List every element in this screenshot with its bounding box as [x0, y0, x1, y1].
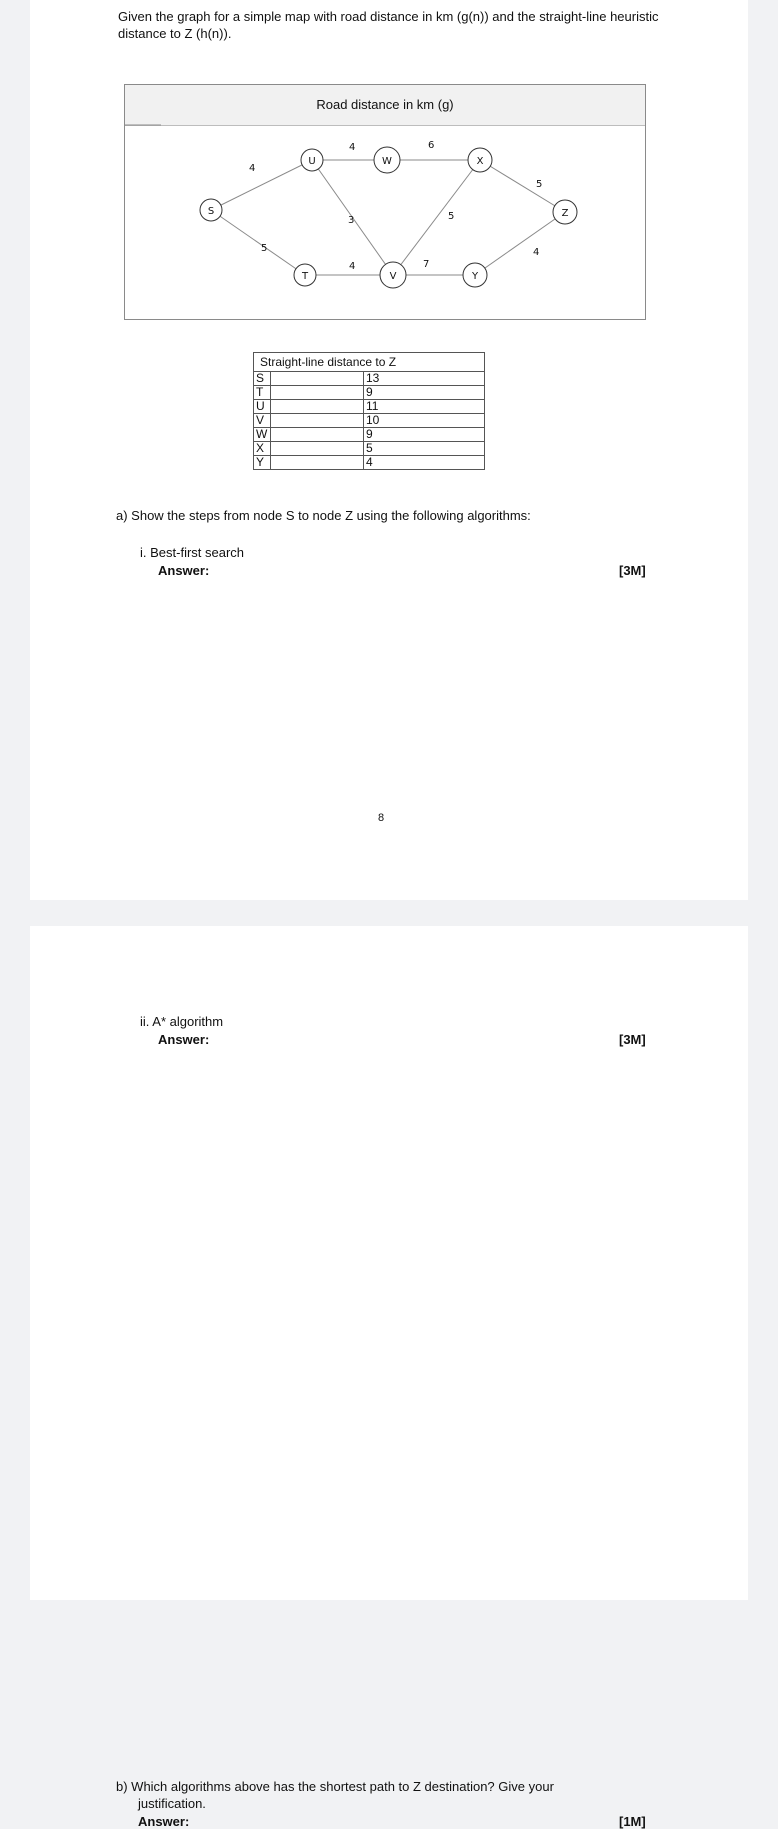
node-cell: T: [254, 386, 271, 400]
value-cell: 13: [364, 372, 485, 386]
spacer-cell: [271, 386, 364, 400]
weight-s-t: 5: [261, 243, 268, 254]
node-cell: W: [254, 428, 271, 442]
marks-i: [3M]: [619, 563, 646, 578]
node-t: [294, 264, 316, 286]
question-b-line1: b) Which algorithms above has the shortest path to Z destination? Give your: [116, 1779, 554, 1794]
marks-ii: [3M]: [619, 1032, 646, 1047]
weight-t-v: 4: [349, 261, 356, 272]
page-1: [30, 0, 748, 900]
weight-x-v: 5: [448, 211, 455, 222]
svg-text:Z: Z: [561, 208, 569, 219]
page-2: [30, 926, 748, 1829]
node-cell: S: [254, 372, 271, 386]
weight-v-y: 7: [423, 259, 430, 270]
value-cell: 11: [364, 400, 485, 414]
node-cell: Y: [254, 456, 271, 470]
spacer-cell: [271, 442, 364, 456]
question-a-i: i. Best-first search: [140, 545, 245, 560]
spacer-cell: [271, 414, 364, 428]
answer-label-b: Answer:: [138, 1814, 190, 1829]
table-header-row: [254, 353, 485, 372]
node-u: [301, 149, 323, 171]
value-cell: 9: [364, 428, 485, 442]
node-cell: U: [254, 400, 271, 414]
node-cell: V: [254, 414, 271, 428]
svg-text:U: U: [308, 156, 316, 167]
intro-text: Given the graph for a simple map with road distance in km (g(n)) and the straight-line heuristic distance to Z (h(n)).: [118, 9, 659, 41]
question-a: a) Show the steps from node S to node Z using the following algorithms:: [116, 508, 531, 523]
spacer-cell: [271, 456, 364, 470]
question-b-line2: justification.: [138, 1796, 206, 1811]
node-v: [380, 262, 406, 288]
table-row: [254, 442, 485, 456]
table-row: [254, 400, 485, 414]
node-y: [463, 263, 487, 287]
weight-x-z: 5: [536, 179, 543, 190]
value-cell: 9: [364, 386, 485, 400]
node-s: [200, 199, 222, 221]
heuristic-table: [253, 352, 485, 470]
spacer-cell: [271, 428, 364, 442]
road-distance-diagram: [124, 84, 646, 320]
svg-text:V: V: [389, 271, 397, 282]
marks-b: [1M]: [619, 1814, 646, 1829]
edge-x-z: [480, 160, 565, 212]
weight-w-x: 6: [428, 140, 435, 151]
edge-s-t: [211, 210, 305, 275]
value-cell: 10: [364, 414, 485, 428]
value-cell: 5: [364, 442, 485, 456]
node-cell: X: [254, 442, 271, 456]
svg-text:S: S: [207, 206, 215, 217]
weight-y-z: 4: [533, 247, 540, 258]
diagram-title: Road distance in km (g): [316, 97, 454, 112]
table-header: Straight-line distance to Z: [254, 353, 485, 372]
answer-label-i: Answer:: [158, 563, 210, 578]
weight-u-v: 3: [348, 215, 355, 226]
graph-svg: [125, 85, 645, 319]
table-row: [254, 372, 485, 386]
svg-text:W: W: [382, 156, 392, 167]
table-row: [254, 414, 485, 428]
svg-text:X: X: [476, 156, 484, 167]
weight-u-w: 4: [349, 142, 356, 153]
table-row: [254, 456, 485, 470]
answer-label-ii: Answer:: [158, 1032, 210, 1047]
spacer-cell: [271, 372, 364, 386]
spacer-cell: [271, 400, 364, 414]
svg-text:Y: Y: [471, 271, 479, 282]
page-number: 8: [378, 812, 385, 824]
table-row: [254, 428, 485, 442]
edge-y-z: [475, 212, 565, 275]
svg-text:T: T: [301, 271, 309, 282]
node-w: [374, 147, 400, 173]
value-cell: 4: [364, 456, 485, 470]
edge-s-u: [211, 160, 312, 210]
question-a-ii: ii. A* algorithm: [140, 1014, 224, 1029]
edge-x-v: [393, 160, 480, 275]
node-x: [468, 148, 492, 172]
weight-s-u: 4: [249, 163, 256, 174]
node-z: [553, 200, 577, 224]
table-row: [254, 386, 485, 400]
